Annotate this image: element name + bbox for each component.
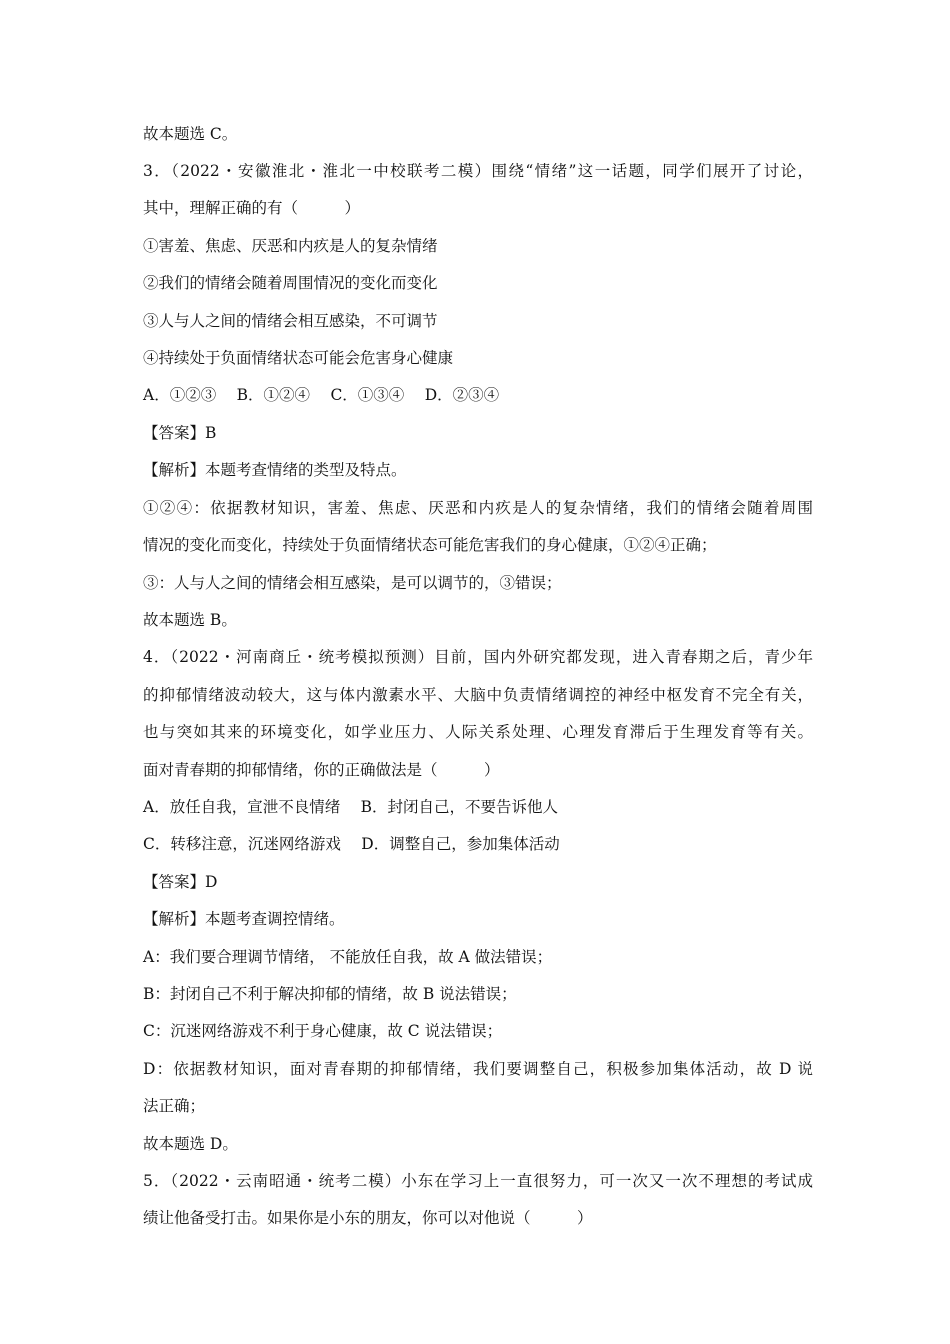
q4-analysis-line: C：沉迷网络游戏不利于身心健康，故 C 说法错误； <box>143 1022 503 1040</box>
q3-analysis-title: 【解析】本题考查情绪的类型及特点。 <box>143 461 407 479</box>
q4-analysis-line: 法正确； <box>143 1097 206 1115</box>
q5-stem-line-2: 绩让他备受打击。如果你是小东的朋友，你可以对他说（ ） <box>143 1209 593 1227</box>
q4-analysis-line: A：我们要合理调节情绪， 不能放任自我，故 A 做法错误； <box>143 948 553 966</box>
q4-analysis-line: B：封闭自己不利于解决抑郁的情绪，故 B 说法错误； <box>143 985 517 1003</box>
q4-stem-line: 也与突如其来的环境变化，如学业压力、人际关系处理、心理发育滞后于生理发育等有关。 <box>143 723 813 741</box>
q5-stem-line-1: 5．（2022・云南昭通・统考二模）小东在学习上一直很努力，可一次又一次不理想的考试成 <box>143 1172 813 1190</box>
q3-statement: ①害羞、焦虑、厌恶和内疚是人的复杂情绪 <box>143 237 438 255</box>
q2-conclusion: 故本题选 C。 <box>143 125 238 143</box>
q4-stem-line: 的抑郁情绪波动较大，这与体内激素水平、大脑中负责情绪调控的神经中枢发育不完全有关， <box>143 686 813 704</box>
q4-answer: 【答案】D <box>143 873 218 891</box>
q3-conclusion: 故本题选 B。 <box>143 611 237 629</box>
q3-stem-line-2: 其中，理解正确的有（ ） <box>143 199 361 217</box>
q4-stem-line: 面对青春期的抑郁情绪，你的正确做法是（ ） <box>143 761 500 779</box>
q4-options-line-1: A．放任自我，宣泄不良情绪 B．封闭自己，不要告诉他人 <box>143 798 559 816</box>
q3-statement: ④持续处于负面情绪状态可能会危害身心健康 <box>143 349 454 367</box>
q3-options: A．①②③ B．①②④ C．①③④ D．②③④ <box>143 386 500 404</box>
q4-analysis-line: D：依据教材知识，面对青春期的抑郁情绪，我们要调整自己，积极参加集体活动，故 D 说 <box>143 1060 813 1078</box>
q4-conclusion: 故本题选 D。 <box>143 1135 238 1153</box>
q3-stem-line-1: 3．（2022・安徽淮北・淮北一中校联考二模）围绕“情绪”这一话题，同学们展开了讨论， <box>143 162 813 180</box>
q3-statement: ③人与人之间的情绪会相互感染，不可调节 <box>143 312 438 330</box>
q3-analysis-line: ①②④：依据教材知识，害羞、焦虑、厌恶和内疚是人的复杂情绪，我们的情绪会随着周围 <box>143 499 813 517</box>
q3-answer: 【答案】B <box>143 424 217 442</box>
q4-stem-line: 4．（2022・河南商丘・统考模拟预测）目前，国内外研究都发现，进入青春期之后，青少年 <box>143 648 813 666</box>
q3-analysis-line: ③：人与人之间的情绪会相互感染，是可以调节的，③错误； <box>143 574 562 592</box>
q4-analysis-title: 【解析】本题考查调控情绪。 <box>143 910 345 928</box>
q3-statement: ②我们的情绪会随着周围情况的变化而变化 <box>143 274 438 292</box>
q3-analysis-line: 情况的变化而变化，持续处于负面情绪状态可能危害我们的身心健康，①②④正确； <box>143 536 717 554</box>
q4-options-line-2: C．转移注意，沉迷网络游戏 D．调整自己，参加集体活动 <box>143 835 560 853</box>
